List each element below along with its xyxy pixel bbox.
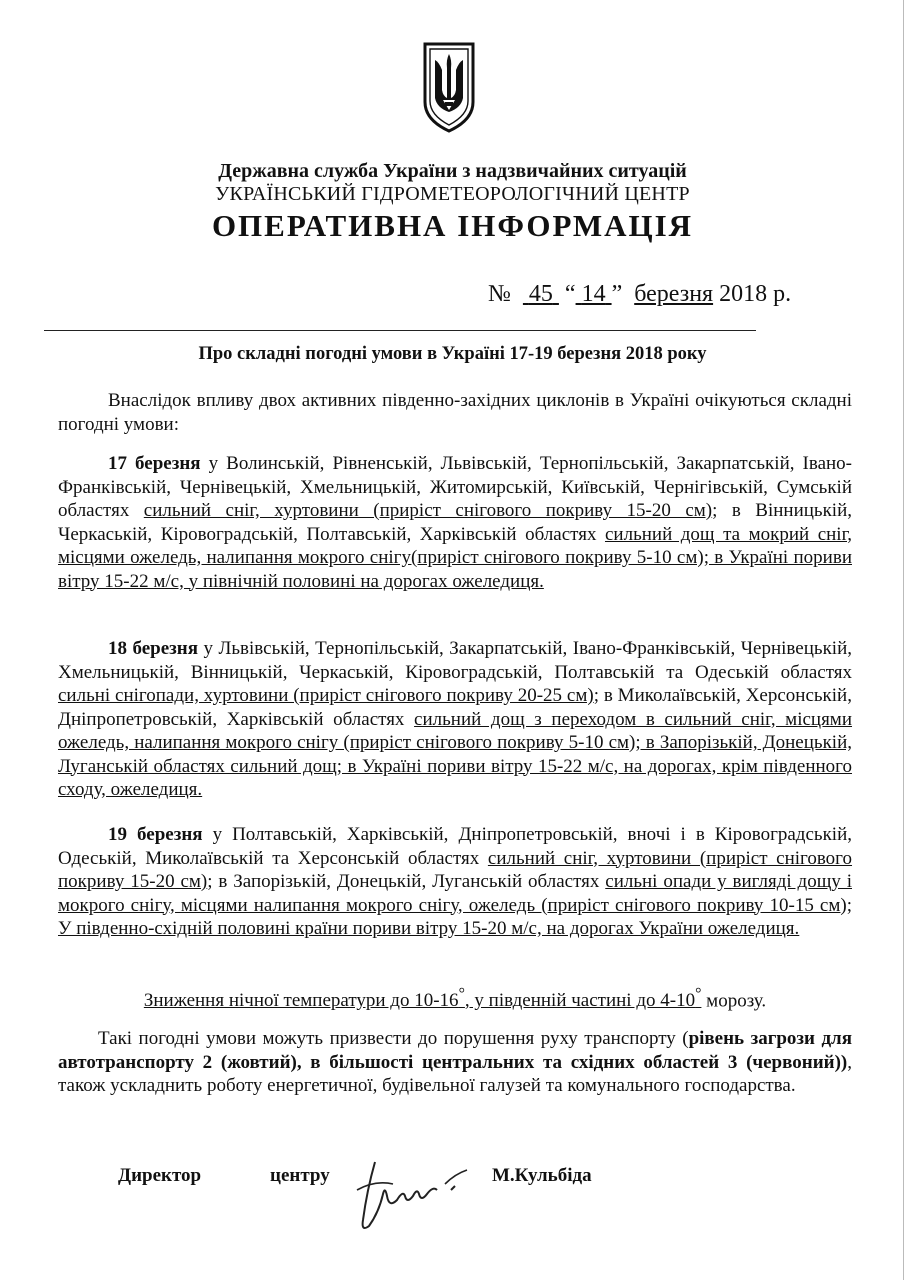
document-number: 45 xyxy=(528,281,553,307)
hazard-text: сильні опади у вигляді дощу і мокрого снігу, місцями налипання мокрого снігу, ожеледь (приріст снігового покриву 10-15 см); У південно-східній половині країни пориви вітру 15-20 м/с, на дорогах України ожеледиця. xyxy=(58,871,852,939)
consequences-text: Такі погодні умови можуть призвести до порушення руху транспорту ( xyxy=(98,1028,689,1049)
regions-text: ; в Миколаївській, Херсонській, Дніпропетровській, Харківській областях xyxy=(58,685,852,730)
signatory-title-director: Директор xyxy=(118,1165,202,1186)
regions-text: ; в Запорізькій, Донецькій, Луганській областях xyxy=(207,871,606,892)
temperature-note xyxy=(58,986,852,1012)
number-sign: № xyxy=(488,281,511,307)
coat-of-arms-icon xyxy=(421,40,477,134)
regions-text: ; в Вінницькій, Черкаській, Кіровоградській, Полтавській, Харківській областях xyxy=(58,500,853,545)
signatory-title-center: центру xyxy=(270,1165,330,1186)
header-divider xyxy=(44,330,756,331)
subject-heading: Про складні погодні умови в Україні 17-19 березня 2018 року xyxy=(198,344,707,364)
date-18: 18 березня xyxy=(108,638,199,659)
open-quote: “ xyxy=(564,281,576,307)
close-quote: ” xyxy=(611,281,623,307)
consequences-text: , також ускладнить роботу енергетичної, будівельної галузей та комунального господарства. xyxy=(58,1051,852,1096)
forecast-paragraph-17 xyxy=(58,452,852,593)
forecast-paragraph-19 xyxy=(58,823,852,941)
intro-text: Внаслідок впливу двох активних південно-західних циклонів в Україні очікуються складні погодні умови: xyxy=(58,390,852,435)
date-17: 17 березня xyxy=(108,453,201,474)
handwritten-signature xyxy=(345,1150,480,1240)
threat-level-text: рівень загрози для автотранспорту 2 (жовтий), в більшості центральних та східних областей 3 (червоний)) xyxy=(58,1028,852,1073)
intro-paragraph xyxy=(58,389,852,436)
document-type-title: ОПЕРАТИВНА ІНФОРМАЦІЯ xyxy=(211,208,694,243)
date-19: 19 березня xyxy=(108,824,203,845)
document-number-line xyxy=(488,281,791,308)
hazard-text: сильний дощ з переходом в сильний сніг, місцями ожеледь, налипання мокрого снігу (приріст снігового покриву 5-10 см); в Запорізькій, Донецькій, Луганській областях сильний дощ; в Україні пориви вітру 15-22 м/с, на дорогах, крім південного сходу, ожеледиця. xyxy=(58,708,853,800)
regions-text: у Полтавській, Харківській, Дніпропетровській, вночі і в Кіровоградській, Одеській, Миколаївській та Херсонській областях xyxy=(58,824,853,869)
hazard-text: сильний сніг, хуртовини (приріст снігового покриву 15-20 см) xyxy=(143,500,713,521)
temperature-tail: морозу. xyxy=(701,990,767,1012)
forecast-paragraph-18 xyxy=(58,637,852,802)
regions-text: у Львівській, Тернопільській, Закарпатській, Івано-Франківській, Чернівецькій, Хмельницькій, Вінницькій, Черкаській, Кіровоградській, Полтавській та Одеській областях xyxy=(58,638,852,683)
consequences-paragraph xyxy=(58,1027,852,1098)
hazard-text: сильний сніг, хуртовини (приріст снігового покриву 15-20 см) xyxy=(58,847,853,892)
regions-text: у Волинській, Рівненській, Львівській, Тернопільській, Закарпатській, Івано-Франківській, Чернівецькій, Хмельницькій, Житомирській, Київській, Чернігівській, Сумській областях xyxy=(58,453,852,521)
hazard-text: сильний дощ та мокрий сніг, місцями ожеледь, налипання мокрого снігу(приріст снігового покриву 5-10 см); в Україні пориви вітру 15-22 м/с, у північній половині на дорогах ожеледиця. xyxy=(58,523,852,592)
scan-edge xyxy=(903,0,904,1280)
document-month: березня xyxy=(634,281,714,307)
signatory-name: М.Кульбіда xyxy=(492,1165,592,1186)
hazard-text: сильні снігопади, хуртовини (приріст снігового покриву 20-25 см) xyxy=(58,685,594,706)
agency-name: Державна служба України з надзвичайних ситуацій xyxy=(218,160,687,182)
document-day: 14 xyxy=(581,281,606,307)
center-name: УКРАЇНСЬКИЙ ГІДРОМЕТЕОРОЛОГІЧНИЙ ЦЕНТР xyxy=(215,183,690,205)
temperature-text: Зниження нічної температури до 10-16°, у південній частині до 4-10° xyxy=(143,986,702,1012)
document-year: 2018 р. xyxy=(719,281,792,307)
